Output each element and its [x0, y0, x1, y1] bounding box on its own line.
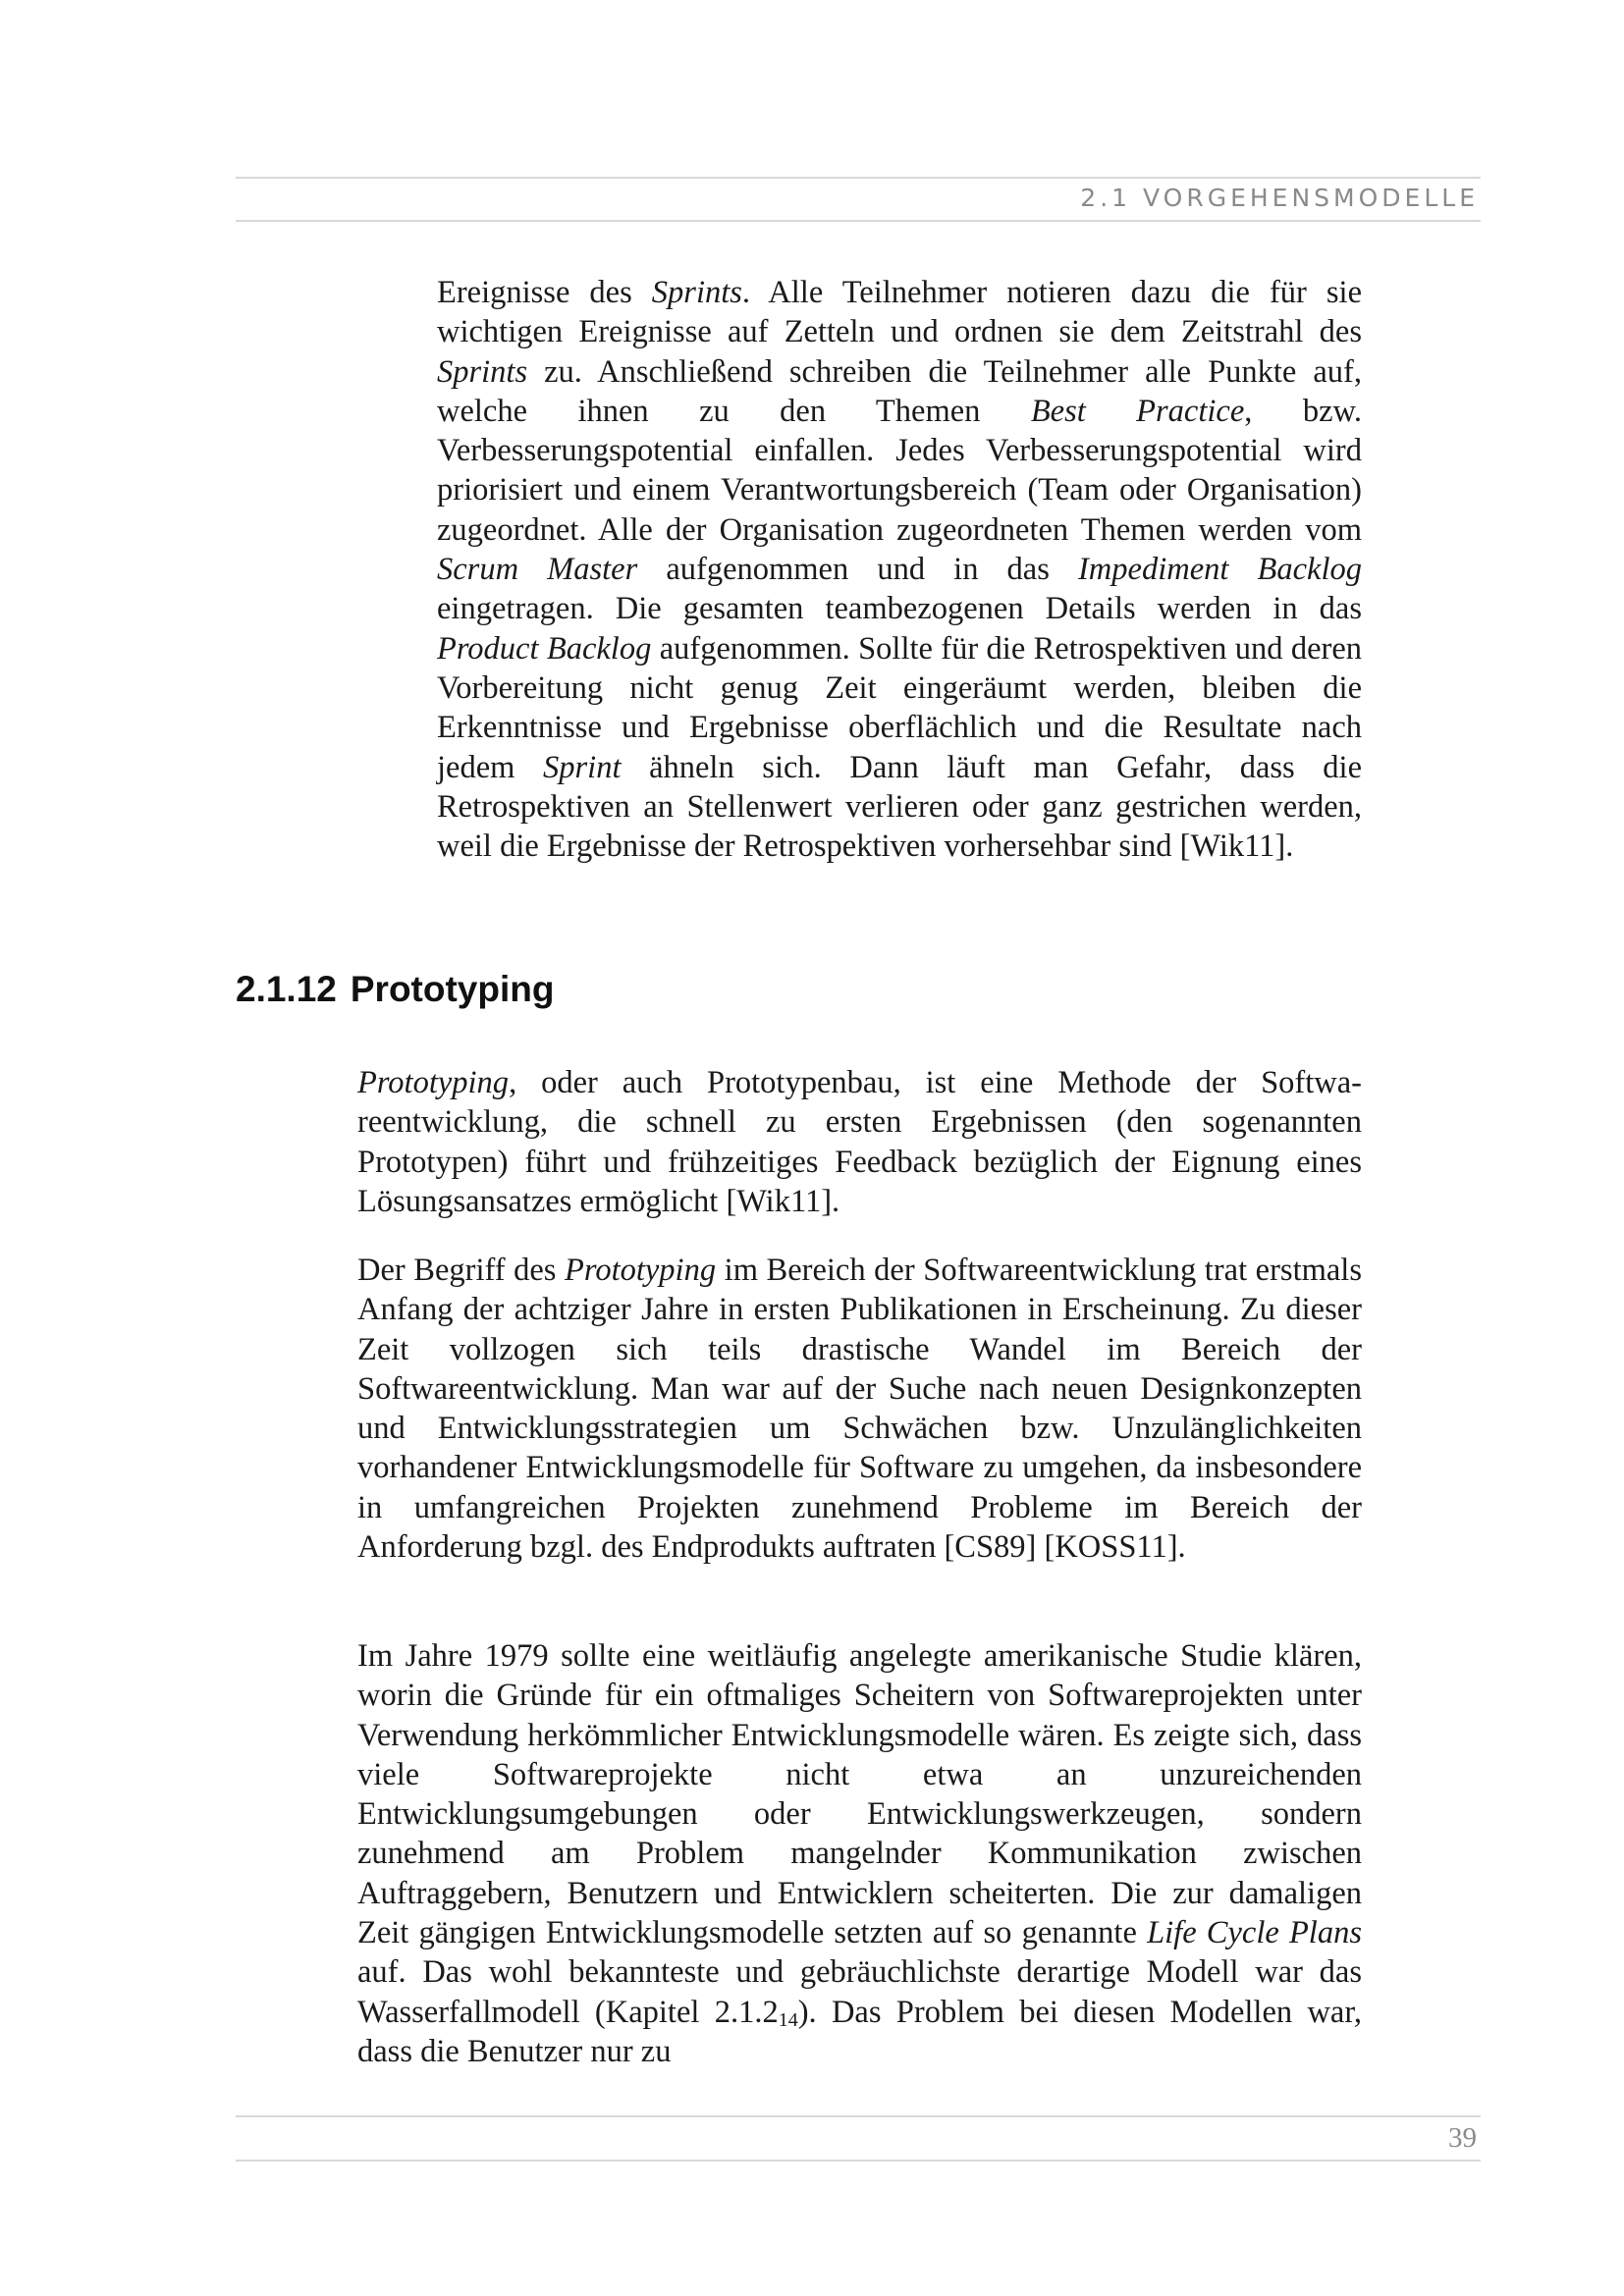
emphasis: Sprints	[437, 353, 528, 390]
footer-rule-top	[236, 2115, 1481, 2117]
emphasis: Sprint	[543, 749, 622, 785]
emphasis: Prototyping	[357, 1065, 510, 1100]
section-title: Prototyping	[350, 969, 555, 1009]
page-number: 39	[1448, 2122, 1477, 2154]
emphasis: Best Practice	[1030, 393, 1245, 429]
emphasis: Product Backlog	[437, 630, 652, 667]
paragraph-3: Im Jahre 1979 sollte eine weitläufig angelegte amerikanische Studie klären, worin die Gründe für ein oftmaliges Scheitern von Softwareprojekten unter Verwendung herkömmlicher Entwicklungsmodelle wären. Es zeigte sich, dass viele Softwareprojekte nicht etwa an unzureichenden Entwicklungsumgebungen oder Entwicklungswerkzeugen, sondern zunehmend am Problem mangelnder Kommunikation zwischen Auftraggebern, Benutzern und Entwicklern scheiterten. Die zur damaligen Zeit gängigen Entwicklungsmodelle setzten auf so genannte Life Cycle Plans auf. Das wohl bekannteste und gebräuchlichste derartige Modell war das Wasserfallmodell (Kapitel $2.1.2_{14}$). Das Problem bei diesen Modellen war, dass die Benutzer nur zu	[357, 1638, 1362, 2069]
running-header: 2.1 VORGEHENSMODELLE	[1080, 184, 1479, 212]
footer-rule-bottom	[236, 2160, 1481, 2162]
emphasis: Prototyping	[565, 1253, 717, 1288]
emphasis: Life Cycle Plans	[1147, 1915, 1362, 1951]
emphasis: Impediment Backlog	[1077, 552, 1362, 588]
section-heading	[236, 967, 554, 1012]
paragraph-1: Prototyping, oder auch Prototypenbau, ist eine Methode der Softwareentwicklung, die schnell zu ersten Ergebnissen (den sogenannten Prototypen) führt und frühzeitiges Feedback bezüglich der Eignung eines Lösungsansatzes ermöglicht [Wik11].	[357, 1065, 1362, 1219]
header-rule-bottom	[236, 220, 1481, 222]
page-reference[interactable]: 14	[778, 2008, 798, 2031]
emphasis: Sprints	[651, 275, 742, 310]
emphasis: Scrum Master	[437, 552, 638, 588]
continuation-paragraph: Ereignisse des Sprints. Alle Teilnehmer notieren dazu die für sie wichtigen Ereignisse auf Zetteln und ordnen sie dem Zeitstrahl des Sprints zu. Anschließend schreiben die Teilnehmer alle Punkte auf, welche ihnen zu den Themen Best Practice, bzw. Verbesserungspotential einfallen. Jedes Verbesserungspotential wird priorisiert und einem Verantwortungsbereich (Team oder Organisation) zugeordnet. Alle der Organisation zugeordneten Themen werden vom Scrum Master aufgenommen und in das Impediment Backlog eingetragen. Die gesamten teambezogenen Details werden in das Product Backlog aufgenommen. Sollte für die Retrospektiven und deren Vorbereitung nicht genug Zeit eingeräumt werden, bleiben die Erkenntnisse und Ergebnisse oberflächlich und die Resultate nach jedem Sprint ähneln sich. Dann läuft man Gefahr, dass die Retrospektiven an Stellenwert verlieren oder ganz gestrichen werden, weil die Ergebnisse der Retrospektiven vorhersehbar sind [Wik11].	[437, 275, 1363, 865]
section-number: 2.1.12	[236, 969, 337, 1009]
paragraph-2: Der Begriff des Prototyping im Bereich der Softwareentwicklung trat erstmals Anfang der achtziger Jahre in ersten Publikationen in Erscheinung. Zu dieser Zeit vollzogen sich teils drastische Wandel im Bereich der Softwareentwicklung. Man war auf der Suche nach neuen Designkonzepten und Entwicklungsstrategien um Schwächen bzw. Unzulänglichkeiten vorhandener Entwicklungsmodelle für Software zu umgehen, da insbesondere in umfangreichen Projekten zunehmend Probleme im Bereich der Anforderung bzgl. des Endprodukts auftraten [CS89] [KOSS11].	[357, 1253, 1362, 1566]
